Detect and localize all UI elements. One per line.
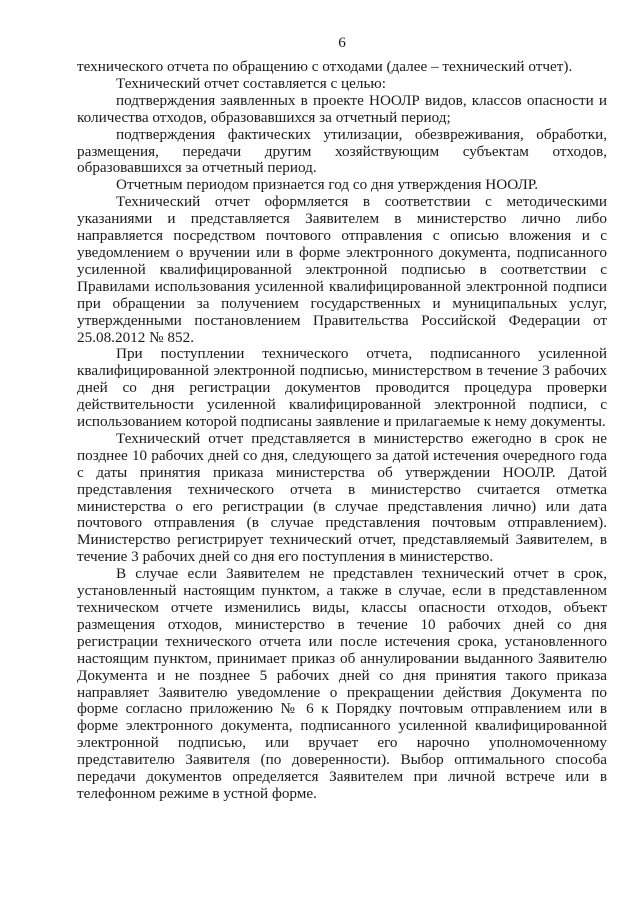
document-page: [77, 34, 607, 803]
paragraph-purpose-item-1: подтверждения заявленных в проекте НООЛР видов, классов опасности и количества отходов, образовавшихся за отчетный период;: [77, 91, 607, 126]
paragraph-report-submission: Технический отчет оформляется в соответствии с методическими указаниями и представляется Заявителем в министерство лично либо направляется посредством почтового отправления с описью вложения и с уведомлением о вручении или в форме электронного документа, подписанного усиленной квалифицированной электронной подписью в соответствии с Правилами использования усиленной квалифицированной электронной подписи при обращении за получением государственных и муниципальных услуг, утвержденными постановлением Правительства Российской Федерации от 25.08.2012 № 852.: [77, 193, 607, 346]
paragraph-purpose-item-2: подтверждения фактических утилизации, обезвреживания, обработки, размещения, передачи другим хозяйствующим субъектам отходов, образовавшихся за отчетный период.: [77, 125, 607, 177]
page-number: 6: [338, 34, 346, 51]
paragraph-continuation: технического отчета по обращению с отходами (далее – технический отчет).: [77, 58, 573, 75]
paragraph-purpose-intro: Технический отчет составляется с целью:: [116, 74, 386, 92]
paragraph-signature-check: При поступлении технического отчета, подписанного усиленной квалифицированной электронной подписью, министерством в течение 3 рабочих дней со дня регистрации документов проводится процедура проверки действительности усиленной квалифицированной электронной подписи, с использованием которой подписаны заявление и прилагаемые к нему документы.: [77, 345, 607, 431]
paragraph-annulment: В случае если Заявителем не представлен технический отчет в срок, установленный настоящим пунктом, а также в случае, если в представленном техническом отчете изменились виды, классы опасности отходов, объект размещения отходов, министерство в течение 10 рабочих дней со дня регистрации технического отчета или после истечения срока, установленного настоящим пунктом, принимает приказ об аннулировании выданного Заявителю Документа и не позднее 5 рабочих дней со дня принятия такого приказа направляет Заявителю уведомление о прекращении действия Документа по форме согласно приложению № 6 к Порядку почтовым отправлением или в форме электронного документа, подписанного усиленной квалифицированной электронной подписью, или вручает его нарочно уполномоченному представителю Заявителя (по доверенности). Выбор оптимального способа передачи документов определяется Заявителем при личной встрече или в телефонном режиме в устной форме.: [77, 565, 607, 802]
paragraph-annual-deadline: Технический отчет представляется в министерство ежегодно в срок не позднее 10 рабочих дней со дня, следующего за датой истечения очередного года с даты принятия приказа министерства об утверждении НООЛР. Датой представления технического отчета в министерство считается отметка министерства о его регистрации (в случае представления лично) или дата почтового отправления (в случае представления почтовым отправлением). Министерство регистрирует технический отчет, представляемый Заявителем, в течение 3 рабочих дней со дня его поступления в министерство.: [77, 429, 607, 566]
paragraph-reporting-period: Отчетным периодом признается год со дня утверждения НООЛР.: [116, 176, 539, 194]
